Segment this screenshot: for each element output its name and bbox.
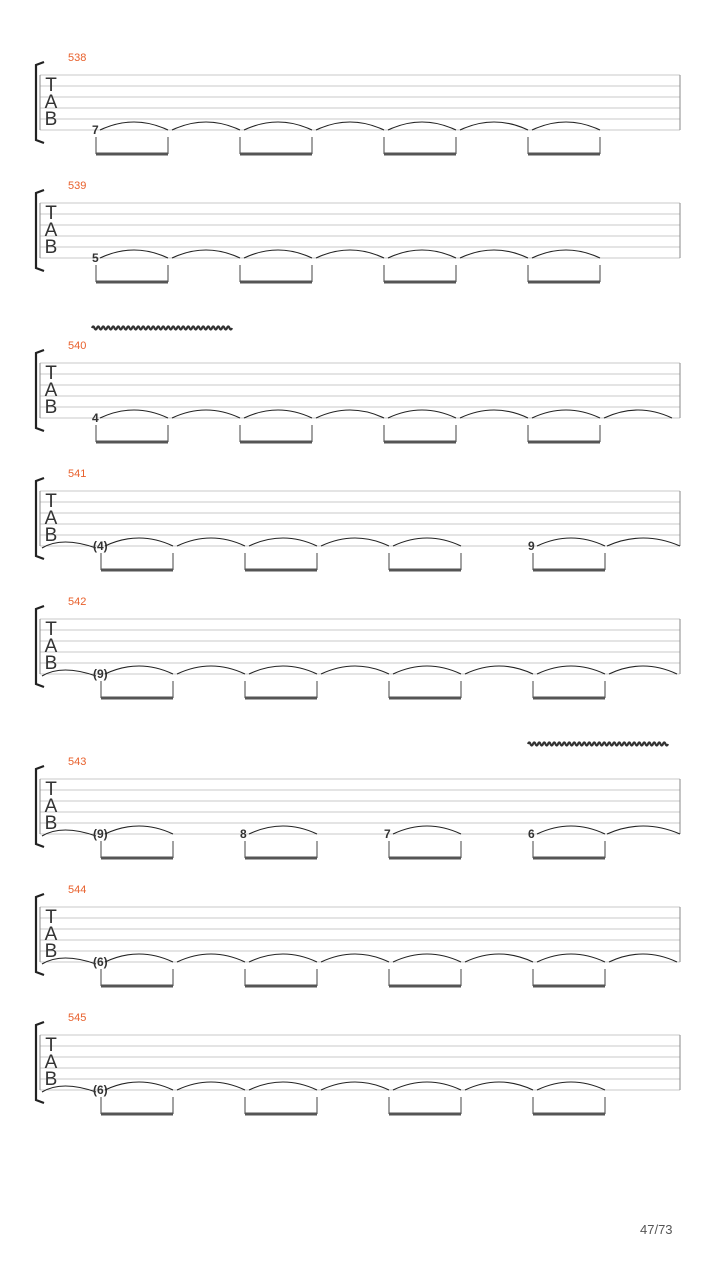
tab-clef-letter: A	[44, 92, 58, 113]
tab-clef-letter: B	[44, 525, 58, 546]
tie-arc	[316, 250, 384, 258]
tab-clef-letter: A	[44, 796, 58, 817]
tie-arc	[105, 538, 173, 546]
tie-arc	[105, 826, 173, 834]
fret-number: 4	[92, 411, 99, 425]
tie-arc	[249, 954, 317, 962]
bar-number: 544	[68, 884, 87, 896]
tie-arc	[177, 954, 245, 962]
tab-system-545	[36, 1012, 680, 1114]
tab-system-543	[36, 743, 680, 859]
tie-arc	[465, 954, 533, 962]
tie-arc	[607, 826, 680, 834]
tab-system-542	[36, 596, 680, 698]
tab-clef-letter: B	[44, 109, 58, 130]
tab-clef-letter: B	[44, 237, 58, 258]
tie-arc	[393, 538, 461, 546]
tab-clef-letter: T	[45, 907, 57, 928]
tie-arc	[172, 410, 240, 418]
tie-arc	[105, 954, 173, 962]
tab-clef-letter: T	[45, 363, 57, 384]
tab-clef-letter: B	[44, 813, 58, 834]
tie-arc	[321, 954, 389, 962]
tie-arc	[460, 250, 528, 258]
tab-clef-letter: T	[45, 203, 57, 224]
tie-arc	[321, 1082, 389, 1090]
bar-number: 538	[68, 52, 87, 64]
tie-arc	[537, 666, 605, 674]
tie-arc	[460, 122, 528, 130]
page-number: 47/73	[640, 1222, 673, 1237]
tie-arc	[465, 666, 533, 674]
tab-clef-letter: A	[44, 220, 58, 241]
bar-number: 543	[68, 756, 87, 768]
tie-arc	[105, 666, 173, 674]
tie-arc	[532, 122, 600, 130]
tab-system-538	[36, 52, 680, 154]
fret-number: 6	[528, 827, 535, 841]
tab-clef-letter: T	[45, 779, 57, 800]
tie-arc	[177, 538, 245, 546]
tie-arc	[532, 410, 600, 418]
bar-number: 539	[68, 180, 87, 192]
tie-arc	[607, 538, 680, 546]
tie-arc	[465, 1082, 533, 1090]
tie-arc	[393, 826, 461, 834]
tie-arc	[100, 250, 168, 258]
tie-arc	[388, 122, 456, 130]
tab-system-544	[36, 884, 680, 986]
tab-clef-letter: B	[44, 1069, 58, 1090]
tie-arc	[244, 250, 312, 258]
tab-clef-letter: A	[44, 1052, 58, 1073]
fret-number: 8	[240, 827, 247, 841]
tab-clef-letter: A	[44, 924, 58, 945]
tab-system-540	[36, 327, 680, 443]
tab-clef-letter: B	[44, 941, 58, 962]
tab-clef-letter: B	[44, 653, 58, 674]
tie-arc	[316, 410, 384, 418]
tab-system-539	[36, 180, 680, 282]
tie-arc	[100, 122, 168, 130]
fret-number: 7	[92, 123, 99, 137]
tab-clef-letter: A	[44, 636, 58, 657]
tie-arc	[172, 122, 240, 130]
tie-arc	[393, 1082, 461, 1090]
tie-arc	[393, 666, 461, 674]
tab-clef-letter: A	[44, 508, 58, 529]
bar-number: 545	[68, 1012, 87, 1024]
tab-clef-letter: T	[45, 1035, 57, 1056]
fret-number: (9)	[93, 667, 108, 681]
tie-arc	[537, 538, 605, 546]
tie-arc	[249, 1082, 317, 1090]
tie-arc	[249, 538, 317, 546]
tie-arc	[249, 666, 317, 674]
tab-clef-letter: B	[44, 397, 58, 418]
tie-arc	[537, 1082, 605, 1090]
tab-clef-letter: T	[45, 75, 57, 96]
tie-arc	[105, 1082, 173, 1090]
tie-arc	[100, 410, 168, 418]
fret-number: (6)	[93, 1083, 108, 1097]
tie-arc	[537, 954, 605, 962]
tie-arc	[388, 410, 456, 418]
fret-number: (4)	[93, 539, 108, 553]
tie-arc	[609, 954, 677, 962]
fret-number: 5	[92, 251, 99, 265]
tie-arc	[604, 410, 672, 418]
tie-arc	[460, 410, 528, 418]
fret-number: (6)	[93, 955, 108, 969]
tie-arc	[177, 666, 245, 674]
tie-arc	[537, 826, 605, 834]
tie-arc	[316, 122, 384, 130]
tie-arc	[244, 410, 312, 418]
tab-system-541	[36, 468, 680, 570]
vibrato-mark	[92, 327, 232, 330]
tab-clef-letter: T	[45, 491, 57, 512]
bar-number: 542	[68, 596, 87, 608]
tab-clef-letter: T	[45, 619, 57, 640]
tie-arc	[177, 1082, 245, 1090]
tie-arc	[249, 826, 317, 834]
tie-arc	[321, 538, 389, 546]
fret-number: 9	[528, 539, 535, 553]
bar-number: 540	[68, 340, 87, 352]
tie-arc	[321, 666, 389, 674]
fret-number: (9)	[93, 827, 108, 841]
fret-number: 7	[384, 827, 391, 841]
tie-arc	[388, 250, 456, 258]
tie-arc	[532, 250, 600, 258]
bar-number: 541	[68, 468, 87, 480]
tab-clef-letter: A	[44, 380, 58, 401]
tie-arc	[244, 122, 312, 130]
tie-arc	[172, 250, 240, 258]
vibrato-mark	[528, 743, 668, 746]
tie-arc	[393, 954, 461, 962]
tie-arc	[609, 666, 677, 674]
